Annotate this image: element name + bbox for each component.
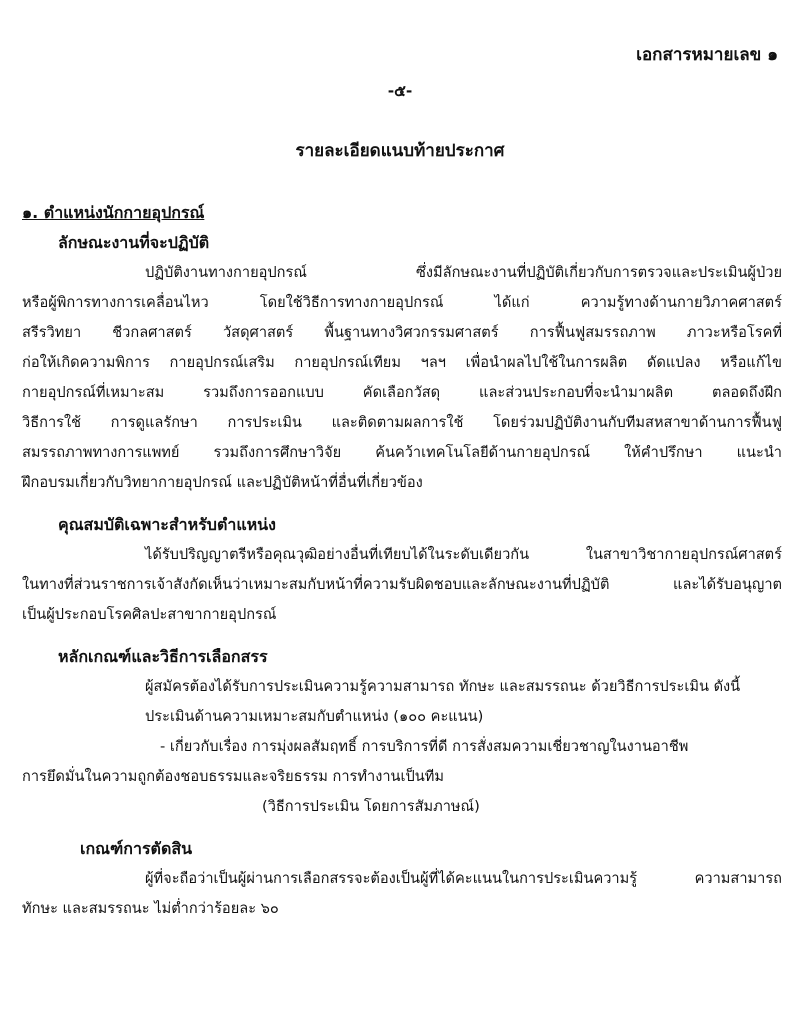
document-number: เอกสารหมายเลข ๑ <box>636 45 778 65</box>
criteria-line: ผู้สมัครต้องได้รับการประเมินความรู้ความสามารถ ทักษะ และสมรรถนะ ด้วยวิธีการประเมิน ดังนี้ <box>145 678 741 695</box>
criteria-line: ประเมินด้านความเหมาะสมกับตำแหน่ง (๑๐๐ คะแนน) <box>145 708 484 725</box>
duty-line: ปฏิบัติงานทางกายอุปกรณ์ ซึ่งมีลักษณะงานที่ปฏิบัติเกี่ยวกับการตรวจและประเมินผู้ป่วย <box>145 264 782 281</box>
duty-line: วิธีการใช้ การดูแลรักษา การประเมิน และติดตามผลการใช้ โดยร่วมปฏิบัติงานกับทีมสหสาขาด้านการฟื้นฟู <box>22 414 782 431</box>
criteria-heading: หลักเกณฑ์และวิธีการเลือกสรร <box>58 647 268 666</box>
duty-line: สรีรวิทยา ชีวกลศาสตร์ วัสดุศาสตร์ พื้นฐานทางวิศวกรรมศาสตร์ การฟื้นฟูสมรรถภาพ ภาวะหรือโรคที่ <box>22 324 782 341</box>
criteria-line: - เกี่ยวกับเรื่อง การมุ่งผลสัมฤทธิ์ การบริการที่ดี การสั่งสมความเชี่ยวชาญในงานอาชีพ <box>160 738 689 755</box>
duty-line: ก่อให้เกิดความพิการ กายอุปกรณ์เสริม กายอุปกรณ์เทียม ฯลฯ เพื่อนำผลไปใช้ในการผลิต ดัดแปลง หรือแก้ไข <box>22 354 782 371</box>
section-heading: ๑. ตำแหน่งนักกายอุปกรณ์ <box>22 203 205 222</box>
page-title: รายละเอียดแนบท้ายประกาศ <box>295 141 505 161</box>
qualification-line: ได้รับปริญญาตรีหรือคุณวุฒิอย่างอื่นที่เทียบได้ในระดับเดียวกัน ในสาขาวิชากายอุปกรณ์ศาสตร์ <box>145 546 782 563</box>
duty-line: หรือผู้พิการทางการเคลื่อนไหว โดยใช้วิธีการทางกายอุปกรณ์ ได้แก่ ความรู้ทางด้านกายวิภาคศาสตร์ <box>22 294 782 311</box>
duty-line: สมรรถภาพทางการแพทย์ รวมถึงการศึกษาวิจัย ค้นคว้าเทคโนโลยีด้านกายอุปกรณ์ ให้คำปรึกษา แนะนำ <box>22 444 782 461</box>
qualification-heading: คุณสมบัติเฉพาะสำหรับตำแหน่ง <box>58 515 276 534</box>
qualification-line: ในทางที่ส่วนราชการเจ้าสังกัดเห็นว่าเหมาะสมกับหน้าที่ความรับผิดชอบและลักษณะงานที่ปฏิบัติ และได้รับอนุญาต <box>22 576 782 593</box>
qualification-line: เป็นผู้ประกอบโรคศิลปะสาขากายอุปกรณ์ <box>22 606 277 623</box>
duty-line: กายอุปกรณ์ที่เหมาะสม รวมถึงการออกแบบ คัดเลือกวัสดุ และส่วนประกอบที่จะนำมาผลิต ตลอดถึงฝึก <box>22 384 782 401</box>
duty-line: ฝึกอบรมเกี่ยวกับวิทยากายอุปกรณ์ และปฏิบัติหน้าที่อื่นที่เกี่ยวข้อง <box>22 474 423 491</box>
page-number: -๕- <box>387 82 413 100</box>
criteria-line: การยึดมั่นในความถูกต้องชอบธรรมและจริยธรรม การทำงานเป็นทีม <box>22 768 444 785</box>
criteria-method: (วิธีการประเมิน โดยการสัมภาษณ์) <box>262 798 480 815</box>
decision-line: ทักษะ และสมรรถนะ ไม่ต่ำกว่าร้อยละ ๖๐ <box>22 900 279 917</box>
decision-heading: เกณฑ์การตัดสิน <box>80 839 193 858</box>
decision-line: ผู้ที่จะถือว่าเป็นผู้ผ่านการเลือกสรรจะต้องเป็นผู้ที่ได้คะแนนในการประเมินความรู้ ความสามารถ <box>145 870 782 887</box>
duty-heading: ลักษณะงานที่จะปฏิบัติ <box>58 233 210 252</box>
